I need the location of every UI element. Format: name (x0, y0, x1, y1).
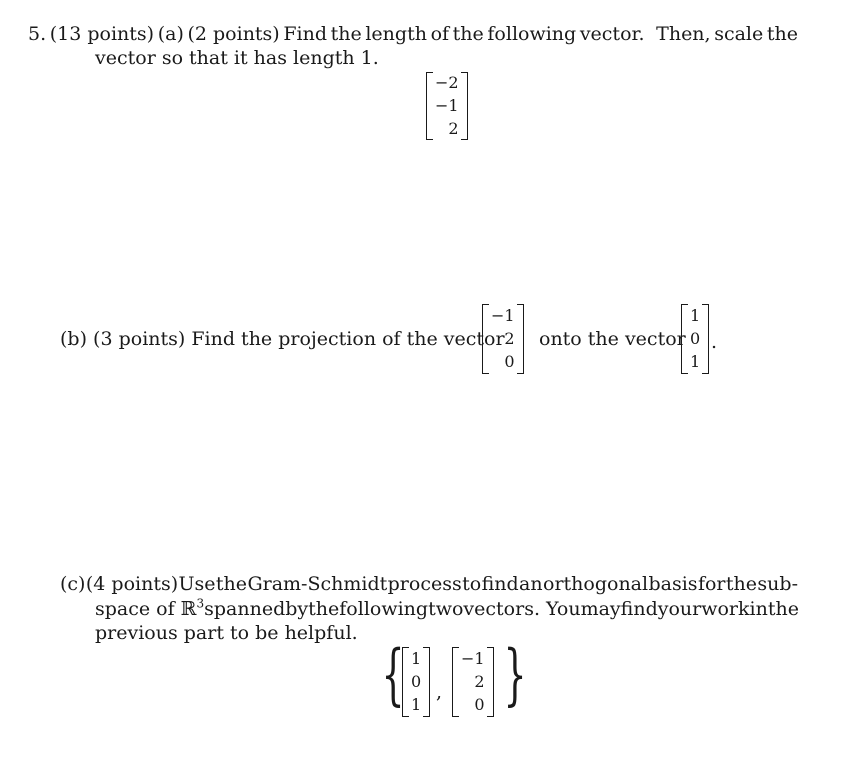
vector-entry: −1 (435, 95, 459, 115)
part-c-word: the (767, 598, 799, 620)
left-bracket (681, 304, 688, 374)
part-a-word: the (330, 23, 362, 45)
part-a-word: vector. (579, 23, 645, 45)
problem-number: 5. (28, 23, 47, 45)
part-a-word: Find (283, 23, 328, 45)
right-bracket (423, 647, 430, 717)
part-c-label: (c) (60, 573, 86, 595)
part-b-vector-1 (482, 304, 524, 374)
vector-entry: 1 (411, 695, 422, 715)
right-bracket (517, 304, 524, 374)
part-c-word: find (620, 598, 658, 620)
right-bracket (461, 72, 468, 140)
vector-entry: 1 (690, 305, 701, 325)
part-c-word: your (657, 598, 702, 620)
part-c-word: work (701, 598, 750, 620)
vector-entries (433, 72, 461, 140)
vector-entry: 2 (474, 671, 485, 691)
part-a-points: (2 points) (187, 23, 280, 45)
part-c-word: Gram-Schmidt (247, 573, 388, 595)
vector-entries (459, 647, 487, 717)
vector-entry: 1 (690, 352, 701, 372)
part-c-word: following (339, 598, 429, 620)
part-b-points: (3 points) (93, 328, 186, 350)
left-bracket (452, 647, 459, 717)
part-c-vector-1 (402, 647, 430, 717)
part-c-word: by (285, 598, 309, 620)
vector-entries (409, 647, 423, 717)
part-c-line1 (60, 572, 798, 596)
part-a-vector (426, 72, 468, 140)
part-c-word: process (387, 573, 462, 595)
problem-header-line (28, 22, 798, 46)
part-c-word: the (215, 573, 248, 595)
part-c-word: the (308, 598, 340, 620)
left-bracket (482, 304, 489, 374)
part-c-word: may (580, 598, 621, 620)
right-bracket (702, 304, 709, 374)
vector-entry: 0 (474, 695, 485, 715)
part-a-word: scale (714, 23, 764, 45)
part-c-word: find (481, 573, 519, 595)
part-a-word: the (452, 23, 484, 45)
part-b-label: (b) (60, 328, 87, 350)
part-a-word: the (766, 23, 798, 45)
part-c-word: in (749, 598, 768, 620)
left-bracket (426, 72, 433, 140)
part-c-word: You (546, 598, 581, 620)
vector-entry: 0 (504, 352, 515, 372)
part-c-points: (4 points) (85, 573, 179, 595)
part-c-word: two (428, 598, 464, 620)
vector-entry: 2 (504, 328, 515, 348)
part-a-word: of (430, 23, 450, 45)
part-b-period: . (711, 331, 718, 353)
part-c-word: the (725, 573, 758, 595)
vector-entries (688, 304, 702, 374)
vector-entry: 1 (411, 648, 422, 668)
left-bracket (402, 647, 409, 717)
part-c-word: vectors. (463, 598, 540, 620)
vector-entry: 2 (448, 118, 459, 138)
set-open-brace: { (381, 636, 405, 713)
part-b-prompt: Find the projection of the vector (191, 328, 505, 350)
part-c-line2 (95, 597, 798, 621)
part-c-word: spanned (204, 598, 286, 620)
vector-entry: −1 (461, 648, 485, 668)
part-c-space-text: space of ℝ (95, 598, 197, 620)
part-b-text-before (60, 327, 505, 351)
set-close-brace: } (503, 636, 527, 713)
part-c-word: sub- (757, 573, 798, 595)
part-a-line2: vector so that it has length 1. (95, 47, 379, 69)
part-c-word: orthogonal (543, 573, 649, 595)
right-bracket (487, 647, 494, 717)
part-c-word: to (462, 573, 482, 595)
part-c-space-of (95, 597, 204, 621)
part-c-vector-2 (452, 647, 494, 717)
vector-entry: 0 (411, 671, 422, 691)
part-a-word: Then, (656, 23, 711, 45)
part-b-vector-2 (681, 304, 709, 374)
vector-entry: 0 (690, 328, 701, 348)
vector-entries (489, 304, 517, 374)
part-a-label: (a) (157, 23, 184, 45)
vector-entry: −2 (435, 73, 459, 93)
part-c-word: basis (648, 573, 698, 595)
part-c-line3: previous part to be helpful. (95, 622, 358, 644)
part-a-word: following (487, 23, 577, 45)
part-c-word: for (697, 573, 726, 595)
part-c-word: Use (178, 573, 216, 595)
part-c-superscript: 3 (196, 596, 205, 611)
vector-entry: −1 (491, 305, 515, 325)
problem-points: (13 points) (49, 23, 155, 45)
part-c-word: an (519, 573, 543, 595)
part-b-text-middle: onto the vector (539, 328, 686, 350)
set-separator: , (436, 681, 443, 703)
part-a-word: length (365, 23, 427, 45)
